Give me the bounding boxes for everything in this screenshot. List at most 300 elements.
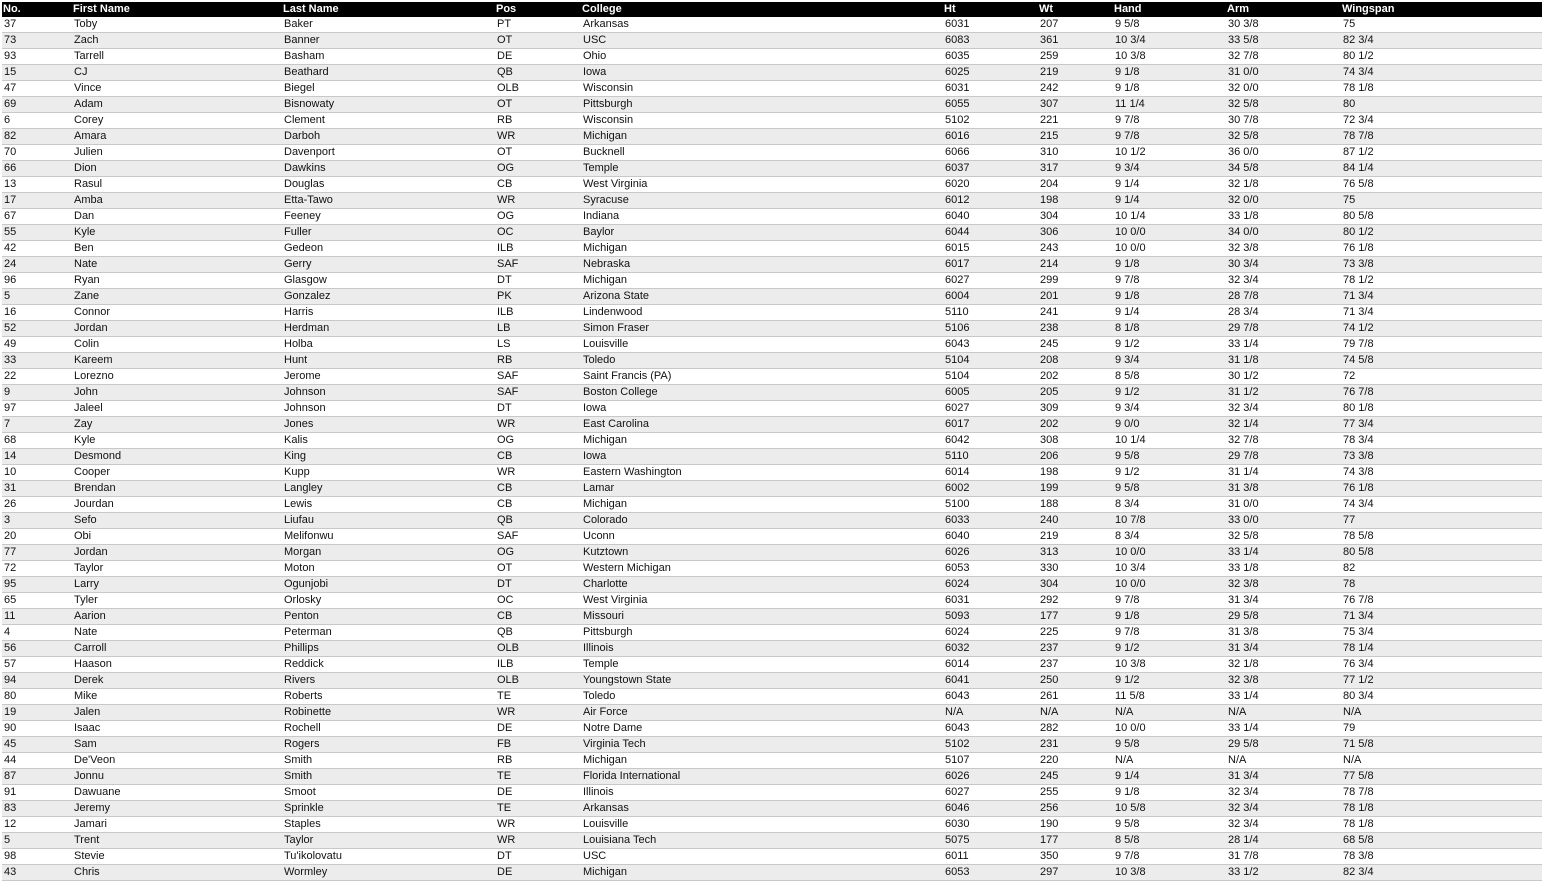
table-row [2,257,1542,273]
cell-no: 15 [2,65,72,81]
cell-college: Pittsburgh [581,97,943,113]
cell-ht: 6083 [943,33,1038,49]
cell-ht: 6042 [943,433,1038,449]
cell-wt: 361 [1038,33,1113,49]
cell-arm: 33 1/8 [1226,561,1341,577]
cell-last-name: Rivers [282,673,495,689]
cell-arm: 28 1/4 [1226,833,1341,849]
cell-wt: 261 [1038,689,1113,705]
cell-last-name: Orlosky [282,593,495,609]
cell-first-name: Amara [72,129,282,145]
cell-college: Bucknell [581,145,943,161]
cell-arm: 32 3/4 [1226,401,1341,417]
cell-college: Arizona State [581,289,943,305]
cell-college: Uconn [581,529,943,545]
cell-arm: 32 5/8 [1226,129,1341,145]
col-header-first-name: First Name [72,2,282,17]
cell-college: Iowa [581,401,943,417]
cell-pos: QB [495,513,581,529]
cell-pos: RB [495,353,581,369]
cell-wingspan: 82 [1341,561,1542,577]
cell-hand: 9 7/8 [1113,113,1226,129]
cell-wt: 350 [1038,849,1113,865]
cell-no: 5 [2,833,72,849]
cell-first-name: Dan [72,209,282,225]
cell-no: 5 [2,289,72,305]
cell-hand: 9 1/8 [1113,609,1226,625]
cell-hand: 9 1/2 [1113,673,1226,689]
cell-pos: DT [495,273,581,289]
cell-hand: 9 1/4 [1113,769,1226,785]
cell-no: 80 [2,689,72,705]
cell-wingspan: 74 3/8 [1341,465,1542,481]
cell-first-name: Amba [72,193,282,209]
cell-last-name: Liufau [282,513,495,529]
cell-last-name: Smith [282,753,495,769]
col-header-wt: Wt [1038,2,1113,17]
cell-arm: 28 3/4 [1226,305,1341,321]
cell-no: 52 [2,321,72,337]
cell-ht: 6012 [943,193,1038,209]
cell-last-name: Morgan [282,545,495,561]
cell-no: 24 [2,257,72,273]
cell-arm: 32 7/8 [1226,433,1341,449]
cell-first-name: Corey [72,113,282,129]
cell-pos: OLB [495,673,581,689]
cell-first-name: Zay [72,417,282,433]
cell-no: 37 [2,17,72,33]
cell-college: Youngstown State [581,673,943,689]
cell-ht: 6015 [943,241,1038,257]
cell-wingspan: 76 1/8 [1341,241,1542,257]
table-row [2,497,1542,513]
cell-pos: ILB [495,241,581,257]
cell-ht: 6031 [943,593,1038,609]
cell-last-name: Smith [282,769,495,785]
cell-no: 93 [2,49,72,65]
cell-no: 57 [2,657,72,673]
cell-hand: 9 1/2 [1113,337,1226,353]
cell-wt: 299 [1038,273,1113,289]
cell-first-name: Jeremy [72,801,282,817]
cell-first-name: Taylor [72,561,282,577]
cell-hand: 9 1/8 [1113,785,1226,801]
table-row [2,321,1542,337]
cell-no: 95 [2,577,72,593]
cell-first-name: Rasul [72,177,282,193]
cell-wingspan: 78 1/8 [1341,801,1542,817]
cell-first-name: Colin [72,337,282,353]
table-row [2,433,1542,449]
cell-pos: OT [495,97,581,113]
cell-pos: OG [495,545,581,561]
cell-pos: CB [495,497,581,513]
cell-pos: DT [495,401,581,417]
cell-wt: 206 [1038,449,1113,465]
table-row [2,513,1542,529]
cell-no: 45 [2,737,72,753]
cell-first-name: John [72,385,282,401]
cell-hand: 10 0/0 [1113,241,1226,257]
cell-no: 98 [2,849,72,865]
cell-pos: CB [495,481,581,497]
cell-college: Notre Dame [581,721,943,737]
cell-ht: 6032 [943,641,1038,657]
cell-no: 67 [2,209,72,225]
table-row [2,129,1542,145]
cell-last-name: Tu'ikolovatu [282,849,495,865]
table-row [2,545,1542,561]
cell-no: 17 [2,193,72,209]
cell-wingspan: 82 3/4 [1341,33,1542,49]
cell-wt: 317 [1038,161,1113,177]
cell-last-name: Gerry [282,257,495,273]
col-header-college: College [581,2,943,17]
cell-hand: 10 0/0 [1113,721,1226,737]
cell-last-name: Beathard [282,65,495,81]
cell-no: 12 [2,817,72,833]
cell-arm: 32 3/4 [1226,785,1341,801]
col-header-arm: Arm [1226,2,1341,17]
table-row [2,241,1542,257]
cell-college: Nebraska [581,257,943,273]
cell-arm: 30 7/8 [1226,113,1341,129]
cell-arm: 31 3/4 [1226,769,1341,785]
table-row [2,609,1542,625]
cell-last-name: Robinette [282,705,495,721]
table-row [2,305,1542,321]
cell-arm: 28 7/8 [1226,289,1341,305]
cell-wingspan: 79 [1341,721,1542,737]
cell-last-name: Bisnowaty [282,97,495,113]
cell-no: 14 [2,449,72,465]
cell-no: 11 [2,609,72,625]
cell-first-name: Ryan [72,273,282,289]
table-row [2,449,1542,465]
cell-ht: 5075 [943,833,1038,849]
cell-ht: 6041 [943,673,1038,689]
cell-ht: 6031 [943,17,1038,33]
cell-ht: 5100 [943,497,1038,513]
cell-arm: 33 1/4 [1226,337,1341,353]
cell-arm: 33 1/4 [1226,721,1341,737]
cell-college: Wisconsin [581,113,943,129]
cell-college: USC [581,33,943,49]
cell-hand: 9 3/4 [1113,161,1226,177]
cell-first-name: Adam [72,97,282,113]
cell-no: 13 [2,177,72,193]
cell-first-name: Lorezno [72,369,282,385]
cell-college: Arkansas [581,17,943,33]
cell-no: 42 [2,241,72,257]
cell-college: Air Force [581,705,943,721]
cell-no: 83 [2,801,72,817]
cell-wt: 225 [1038,625,1113,641]
cell-no: 10 [2,465,72,481]
cell-college: Baylor [581,225,943,241]
table-row [2,401,1542,417]
cell-ht: 5093 [943,609,1038,625]
cell-pos: QB [495,625,581,641]
cell-first-name: Vince [72,81,282,97]
cell-hand: 9 1/4 [1113,305,1226,321]
cell-college: Michigan [581,129,943,145]
cell-last-name: Holba [282,337,495,353]
cell-ht: 6005 [943,385,1038,401]
cell-hand: 10 5/8 [1113,801,1226,817]
cell-ht: 6011 [943,849,1038,865]
cell-college: Michigan [581,753,943,769]
cell-pos: OG [495,433,581,449]
cell-pos: OC [495,225,581,241]
cell-hand: 10 1/4 [1113,209,1226,225]
cell-first-name: Obi [72,529,282,545]
cell-no: 44 [2,753,72,769]
cell-wt: 214 [1038,257,1113,273]
cell-arm: 30 3/4 [1226,257,1341,273]
cell-wt: 330 [1038,561,1113,577]
cell-wingspan: 71 5/8 [1341,737,1542,753]
cell-arm: 31 1/2 [1226,385,1341,401]
cell-pos: CB [495,177,581,193]
cell-first-name: Cooper [72,465,282,481]
cell-arm: N/A [1226,705,1341,721]
cell-wt: 242 [1038,81,1113,97]
cell-wingspan: 77 3/4 [1341,417,1542,433]
cell-pos: DT [495,577,581,593]
cell-last-name: Rochell [282,721,495,737]
cell-pos: WR [495,465,581,481]
cell-no: 56 [2,641,72,657]
cell-college: Iowa [581,449,943,465]
cell-college: Eastern Washington [581,465,943,481]
cell-ht: 6053 [943,561,1038,577]
cell-pos: OLB [495,81,581,97]
cell-no: 70 [2,145,72,161]
cell-last-name: Staples [282,817,495,833]
cell-last-name: Basham [282,49,495,65]
cell-pos: ILB [495,657,581,673]
cell-arm: 32 3/4 [1226,801,1341,817]
cell-hand: 9 1/8 [1113,257,1226,273]
cell-wt: 256 [1038,801,1113,817]
cell-last-name: Herdman [282,321,495,337]
cell-wt: 188 [1038,497,1113,513]
cell-last-name: Melifonwu [282,529,495,545]
cell-no: 82 [2,129,72,145]
cell-first-name: Larry [72,577,282,593]
cell-last-name: Rogers [282,737,495,753]
cell-college: Missouri [581,609,943,625]
cell-last-name: Clement [282,113,495,129]
cell-arm: 31 3/8 [1226,625,1341,641]
table-row [2,417,1542,433]
cell-hand: 10 7/8 [1113,513,1226,529]
col-header-wingspan: Wingspan [1341,2,1542,17]
cell-hand: 10 3/4 [1113,33,1226,49]
cell-wingspan: 80 3/4 [1341,689,1542,705]
cell-wingspan: 80 5/8 [1341,209,1542,225]
cell-pos: RB [495,753,581,769]
cell-college: Arkansas [581,801,943,817]
cell-wingspan: 78 1/2 [1341,273,1542,289]
cell-arm: 29 7/8 [1226,449,1341,465]
cell-wingspan: 78 1/4 [1341,641,1542,657]
cell-wt: 202 [1038,369,1113,385]
cell-college: Boston College [581,385,943,401]
cell-wt: 255 [1038,785,1113,801]
table-row [2,577,1542,593]
cell-college: Toledo [581,689,943,705]
cell-arm: 32 3/4 [1226,817,1341,833]
cell-hand: 9 5/8 [1113,481,1226,497]
cell-ht: 6002 [943,481,1038,497]
cell-no: 55 [2,225,72,241]
table-row [2,97,1542,113]
cell-arm: 30 1/2 [1226,369,1341,385]
cell-wt: 201 [1038,289,1113,305]
cell-wt: 306 [1038,225,1113,241]
cell-first-name: Desmond [72,449,282,465]
cell-wt: 205 [1038,385,1113,401]
cell-no: 77 [2,545,72,561]
cell-wt: 282 [1038,721,1113,737]
cell-pos: DT [495,849,581,865]
cell-ht: 6033 [943,513,1038,529]
table-row [2,625,1542,641]
cell-last-name: Phillips [282,641,495,657]
cell-hand: 11 5/8 [1113,689,1226,705]
cell-last-name: Feeney [282,209,495,225]
table-row [2,833,1542,849]
cell-last-name: Davenport [282,145,495,161]
table-row [2,721,1542,737]
cell-ht: 6066 [943,145,1038,161]
cell-no: 9 [2,385,72,401]
cell-pos: RB [495,113,581,129]
cell-first-name: Chris [72,865,282,881]
table-row [2,785,1542,801]
cell-no: 69 [2,97,72,113]
cell-wingspan: 84 1/4 [1341,161,1542,177]
cell-wingspan: 76 1/8 [1341,481,1542,497]
cell-pos: WR [495,129,581,145]
cell-wt: 245 [1038,769,1113,785]
table-row [2,81,1542,97]
cell-first-name: Ben [72,241,282,257]
cell-arm: 32 1/8 [1226,657,1341,673]
table-row [2,369,1542,385]
cell-pos: SAF [495,529,581,545]
table-row [2,385,1542,401]
table-row [2,65,1542,81]
cell-no: 94 [2,673,72,689]
cell-college: Michigan [581,433,943,449]
cell-first-name: Jalen [72,705,282,721]
cell-last-name: Douglas [282,177,495,193]
cell-hand: 9 7/8 [1113,849,1226,865]
cell-no: 47 [2,81,72,97]
cell-pos: SAF [495,385,581,401]
cell-pos: OT [495,33,581,49]
cell-first-name: Sam [72,737,282,753]
cell-no: 20 [2,529,72,545]
cell-ht: 5102 [943,737,1038,753]
cell-last-name: Roberts [282,689,495,705]
cell-first-name: Jonnu [72,769,282,785]
cell-first-name: Toby [72,17,282,33]
cell-wt: 250 [1038,673,1113,689]
cell-ht: 6037 [943,161,1038,177]
cell-no: 7 [2,417,72,433]
cell-wingspan: 71 3/4 [1341,289,1542,305]
cell-pos: CB [495,609,581,625]
cell-wt: 307 [1038,97,1113,113]
cell-college: Wisconsin [581,81,943,97]
cell-no: 90 [2,721,72,737]
cell-hand: 9 5/8 [1113,737,1226,753]
cell-ht: 6026 [943,545,1038,561]
cell-pos: OC [495,593,581,609]
cell-last-name: Sprinkle [282,801,495,817]
cell-first-name: Jordan [72,545,282,561]
cell-hand: 9 1/4 [1113,193,1226,209]
cell-last-name: Johnson [282,385,495,401]
cell-wt: 177 [1038,609,1113,625]
cell-wingspan: 77 1/2 [1341,673,1542,689]
cell-arm: 31 0/0 [1226,65,1341,81]
cell-wingspan: 72 [1341,369,1542,385]
cell-hand: 9 1/2 [1113,641,1226,657]
cell-hand: 9 1/8 [1113,289,1226,305]
cell-ht: 6035 [943,49,1038,65]
cell-first-name: Dawuane [72,785,282,801]
cell-wingspan: 79 7/8 [1341,337,1542,353]
cell-wt: 199 [1038,481,1113,497]
table-row [2,113,1542,129]
cell-first-name: Connor [72,305,282,321]
cell-pos: OLB [495,641,581,657]
table-row [2,193,1542,209]
table-row [2,481,1542,497]
cell-first-name: Tarrell [72,49,282,65]
table-row [2,145,1542,161]
cell-wingspan: 82 3/4 [1341,865,1542,881]
cell-hand: 9 3/4 [1113,353,1226,369]
cell-ht: 6016 [943,129,1038,145]
cell-arm: 32 3/8 [1226,673,1341,689]
cell-wt: 207 [1038,17,1113,33]
cell-wingspan: 80 1/2 [1341,225,1542,241]
cell-no: 6 [2,113,72,129]
cell-first-name: Jourdan [72,497,282,513]
cell-wingspan: 74 5/8 [1341,353,1542,369]
cell-wt: 221 [1038,113,1113,129]
cell-hand: 9 7/8 [1113,593,1226,609]
cell-ht: 6017 [943,417,1038,433]
cell-hand: 9 5/8 [1113,17,1226,33]
cell-arm: 33 1/4 [1226,689,1341,705]
cell-no: 73 [2,33,72,49]
cell-ht: 6014 [943,657,1038,673]
cell-last-name: Fuller [282,225,495,241]
cell-no: 72 [2,561,72,577]
cell-ht: 6055 [943,97,1038,113]
cell-wingspan: 76 7/8 [1341,385,1542,401]
cell-last-name: Jones [282,417,495,433]
cell-hand: 10 3/8 [1113,657,1226,673]
col-header-pos: Pos [495,2,581,17]
